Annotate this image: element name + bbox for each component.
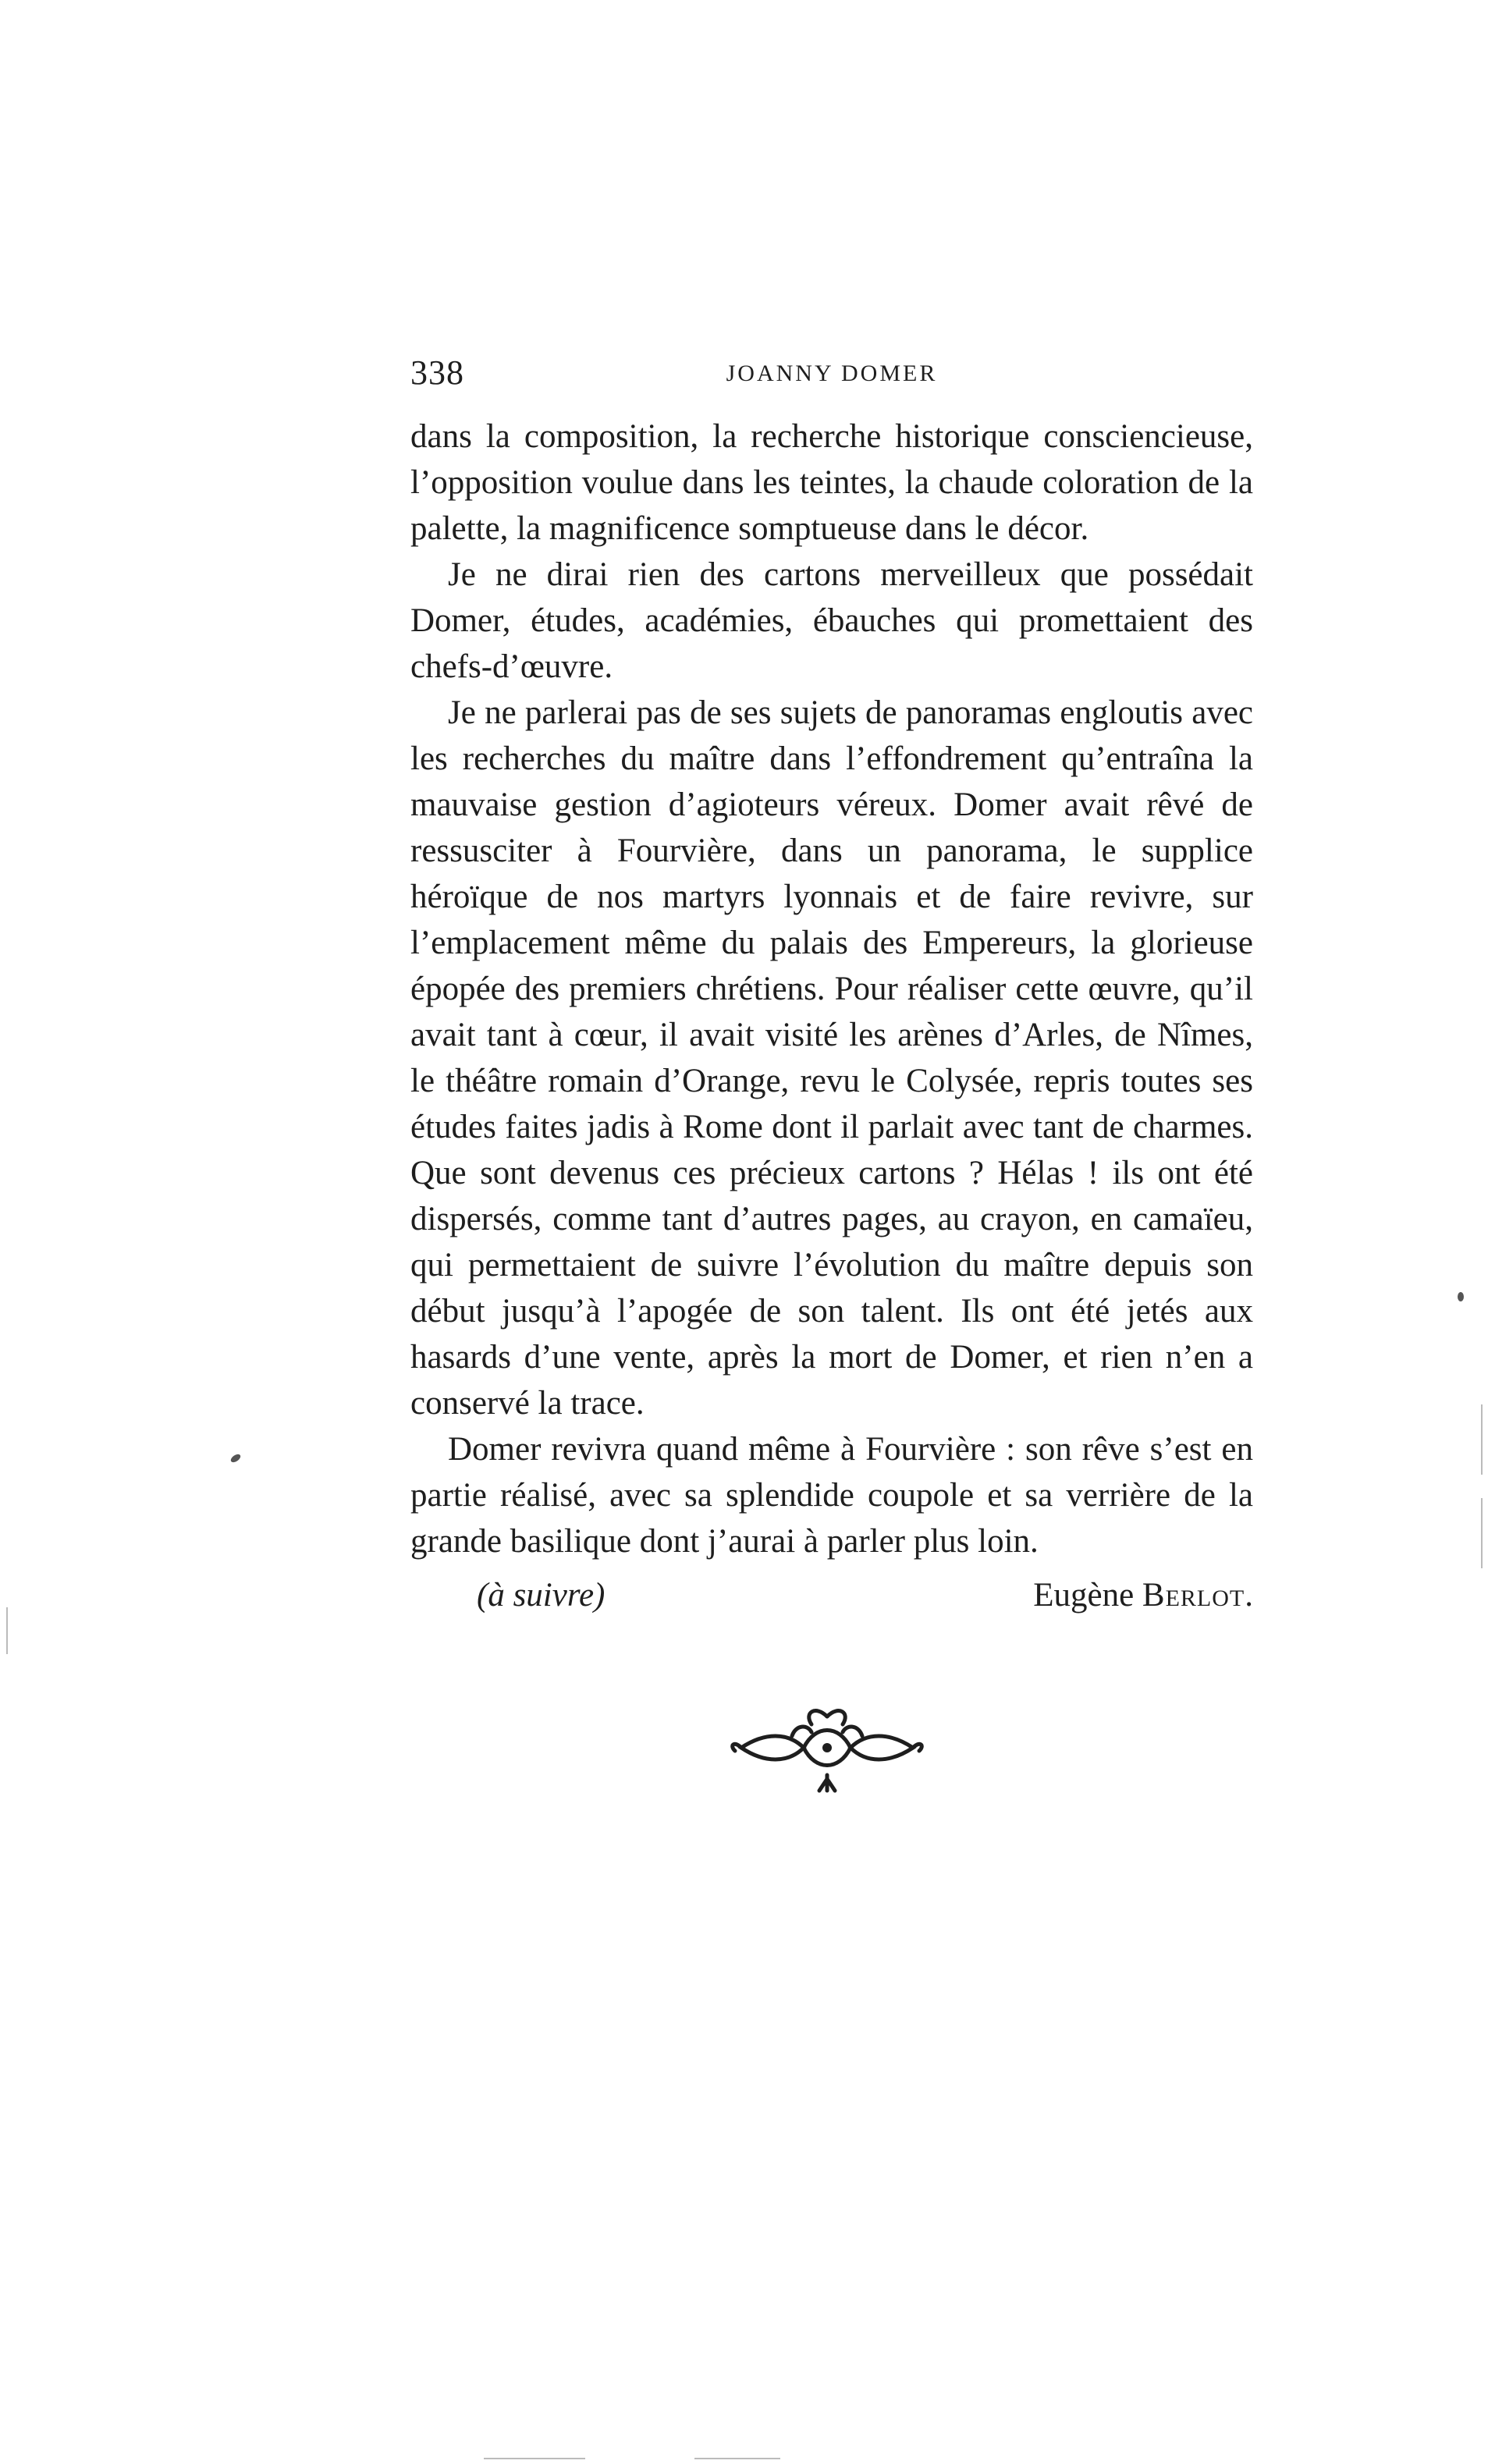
margin-mark bbox=[694, 2458, 780, 2459]
paragraph-2: Je ne dirai rien des cartons merveilleux que possédait Domer, études, académies, ébauches qui promettaient des chefs-d’œuvre. bbox=[410, 556, 1253, 685]
margin-mark bbox=[1481, 1404, 1483, 1475]
signature-line bbox=[410, 1576, 1253, 1623]
paragraph-3: Je ne parlerai pas de ses sujets de panoramas engloutis avec les recherches du maître dans l’effondrement qu’entraîna la mauvaise gestion d’agioteurs véreux. Domer avait rêvé de ressusciter à Fourvière, dans un panorama, le supplice héroïque de nos martyrs lyonnais et de faire revivre, sur l’emplacement même du palais des Empereurs, la glorieuse épopée des premiers chrétiens. Pour réaliser cette œuvre, qu’il avait tant à cœur, il avait visité les arènes d’Arles, de Nîmes, le théâtre romain d’Orange, revu le Colysée, repris toutes ses études faites jadis à Rome dont il parlait avec tant de charmes. Que sont devenus ces précieux cartons ? Hélas ! ils ont été dispersés, comme tant d’autres pages, au crayon, en camaïeu, qui permettaient de suivre l’évolution du maître depuis son début jusqu’à l’apogée de son talent. Ils ont été jetés aux hasards d’une vente, après la mort de Domer, et rien n’en a conservé la trace. bbox=[410, 694, 1253, 1422]
author-period: . bbox=[1245, 1577, 1253, 1614]
author-last-name: Berlot bbox=[1142, 1577, 1245, 1614]
running-title: JOANNY DOMER bbox=[726, 360, 938, 386]
margin-mark bbox=[484, 2458, 585, 2459]
paragraph-4: Domer revivra quand même à Fourvière : son rêve s’est en partie réalisé, avec sa splendide coupole et sa verrière de la grande basilique dont j’aurai à parler plus loin. bbox=[410, 1431, 1253, 1560]
article-body bbox=[410, 414, 1253, 1564]
margin-mark bbox=[6, 1607, 8, 1654]
margin-mark bbox=[1481, 1498, 1483, 1568]
author-signature bbox=[1033, 1576, 1253, 1614]
print-speck bbox=[229, 1453, 242, 1465]
page-header bbox=[410, 353, 1253, 399]
print-speck bbox=[1458, 1292, 1464, 1301]
paragraph-1: dans la composition, la recherche historique consciencieuse, l’opposition voulue dans les teintes, la chaude coloration de la palette, la magnificence somptueuse dans le décor. bbox=[410, 418, 1253, 547]
page-number: 338 bbox=[410, 353, 464, 392]
fleuron-ornament-icon bbox=[726, 1701, 929, 1795]
author-first-name: Eugène bbox=[1033, 1577, 1142, 1614]
to-be-continued: (à suivre) bbox=[477, 1577, 605, 1614]
